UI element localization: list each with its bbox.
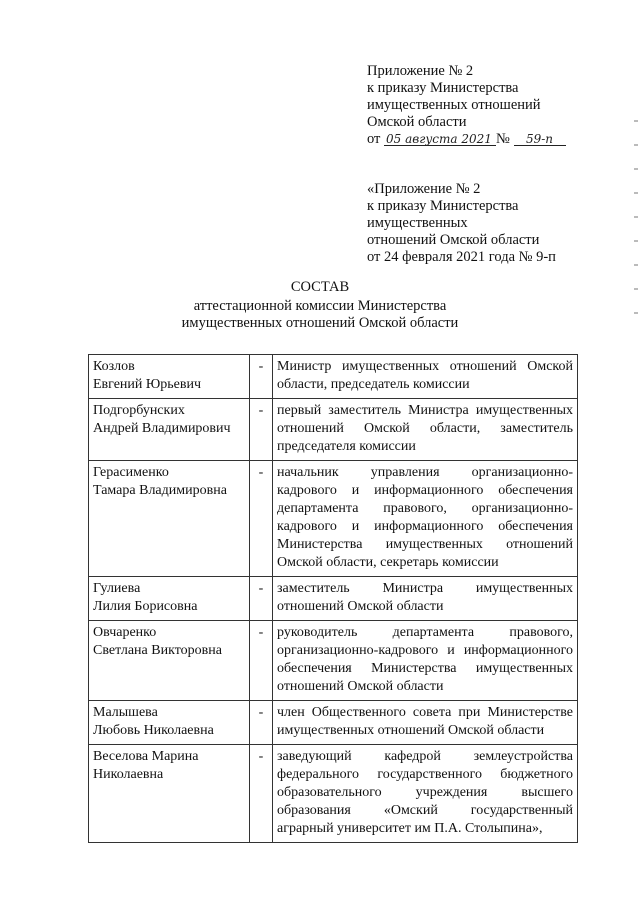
member-role-cell: руководитель департамента правового, организационно-кадрового и информационного обеспечения Министерства имущественных отношений Омской области bbox=[277, 625, 573, 694]
member-role-cell: заместитель Министра имущественных отношений Омской области bbox=[277, 581, 573, 614]
table-row bbox=[89, 355, 578, 399]
table-row bbox=[89, 745, 578, 843]
dash-cell: - bbox=[250, 621, 273, 701]
appendix-new-date-line bbox=[367, 131, 566, 148]
table-row bbox=[89, 621, 578, 701]
member-surname: Овчаренко bbox=[93, 625, 157, 640]
appendix-old-line1: «Приложение № 2 bbox=[367, 181, 481, 197]
document-title: СОСТАВ bbox=[290, 279, 350, 295]
handwritten-date: 05 августа 2021 bbox=[384, 133, 496, 146]
member-name-cell bbox=[89, 577, 250, 621]
member-role-cell: член Общественного совета при Министерстве имущественных отношений Омской области bbox=[277, 705, 573, 738]
appendix-old-line4: отношений Омской области bbox=[367, 232, 540, 248]
member-name-cell bbox=[89, 701, 250, 745]
member-given-name: Андрей Владимирович bbox=[93, 421, 231, 436]
member-name-cell bbox=[89, 745, 250, 843]
dash-cell: - bbox=[250, 399, 273, 461]
appendix-header-old bbox=[367, 181, 556, 266]
table-row bbox=[89, 399, 578, 461]
member-given-name: Лилия Борисовна bbox=[93, 599, 198, 614]
appendix-old-line5: от 24 февраля 2021 года № 9-п bbox=[367, 249, 556, 265]
appendix-old-line3: имущественных bbox=[367, 215, 468, 231]
member-name-cell bbox=[89, 399, 250, 461]
member-surname: Герасименко bbox=[93, 465, 169, 480]
member-surname: Малышева bbox=[93, 705, 158, 720]
scan-margin-marks bbox=[634, 120, 638, 320]
appendix-old-line2: к приказу Министерства bbox=[367, 198, 519, 214]
member-name-cell bbox=[89, 461, 250, 577]
member-given-name: Светлана Викторовна bbox=[93, 643, 222, 658]
table-row bbox=[89, 701, 578, 745]
dash-cell: - bbox=[250, 701, 273, 745]
member-role-cell: заведующий кафедрой землеустройства федерального государственного бюджетного образовательного учреждения высшего образования «Омский государственный аграрный университет им П.А. Столыпина», bbox=[277, 749, 573, 836]
member-role-cell: начальник управления организационно-кадрового и информационного обеспечения департамента правового, организационно-кадрового и информационного обеспечения Министерства имущественных отношений Омской области, секретарь комиссии bbox=[277, 465, 573, 570]
subtitle-line2: имущественных отношений Омской области bbox=[181, 315, 459, 331]
member-name-cell bbox=[89, 621, 250, 701]
subtitle-line1: аттестационной комиссии Министерства bbox=[193, 298, 447, 314]
table-row bbox=[89, 577, 578, 621]
member-surname: Козлов bbox=[93, 359, 135, 374]
member-surname: Подгорбунских bbox=[93, 403, 185, 418]
member-given-name: Николаевна bbox=[93, 767, 164, 782]
number-prefix: № bbox=[496, 131, 510, 147]
member-role-cell: Министр имущественных отношений Омской области, председатель комиссии bbox=[277, 359, 573, 392]
document-subtitle bbox=[0, 298, 640, 332]
handwritten-number: 59-п bbox=[514, 133, 566, 146]
dash-cell: - bbox=[250, 461, 273, 577]
appendix-new-line1: Приложение № 2 bbox=[367, 63, 474, 79]
member-surname: Гулиева bbox=[93, 581, 141, 596]
dash-cell: - bbox=[250, 745, 273, 843]
dash-cell: - bbox=[250, 577, 273, 621]
appendix-new-line3: имущественных отношений bbox=[367, 97, 541, 113]
member-given-name: Евгений Юрьевич bbox=[93, 377, 202, 392]
table-row bbox=[89, 461, 578, 577]
appendix-new-line2: к приказу Министерства bbox=[367, 80, 519, 96]
member-role-cell: первый заместитель Министра имущественных отношений Омской области, заместитель председателя комиссии bbox=[277, 403, 573, 454]
date-prefix: от bbox=[367, 131, 381, 147]
appendix-header-new bbox=[367, 63, 566, 148]
appendix-new-line4: Омской области bbox=[367, 114, 467, 130]
member-surname: Веселова Марина bbox=[93, 749, 199, 764]
dash-cell: - bbox=[250, 355, 273, 399]
commission-members-table bbox=[88, 354, 578, 843]
member-given-name: Тамара Владимировна bbox=[93, 483, 227, 498]
member-given-name: Любовь Николаевна bbox=[93, 723, 214, 738]
member-name-cell bbox=[89, 355, 250, 399]
